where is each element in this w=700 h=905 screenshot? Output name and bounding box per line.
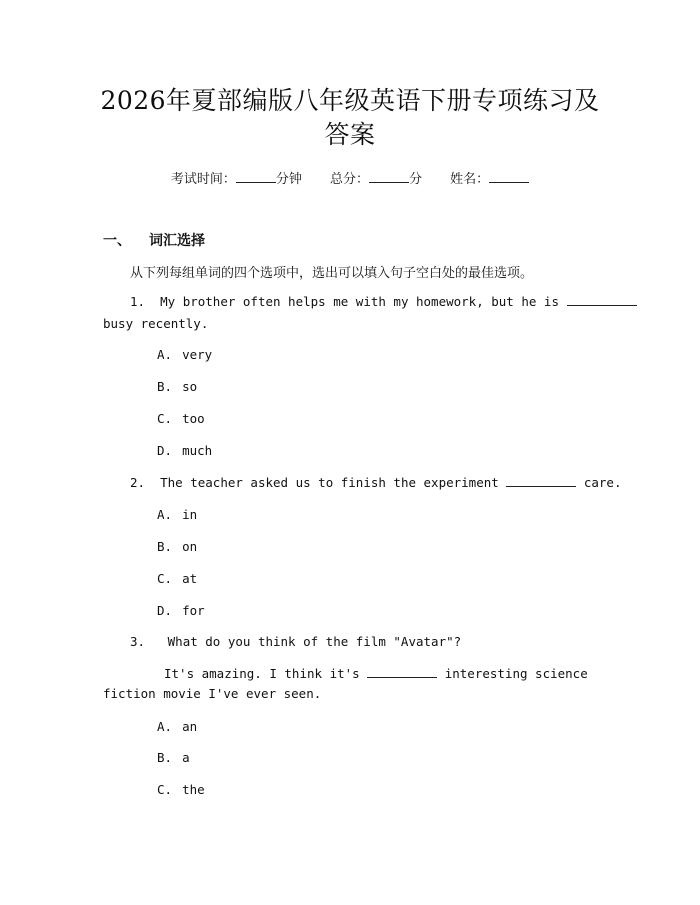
question-1-line-1 bbox=[130, 294, 637, 309]
question-3-text: What do you think of the film "Avatar"? bbox=[167, 634, 462, 649]
question-3-option-c: C. the bbox=[157, 782, 205, 797]
question-2-option-a: A. in bbox=[157, 507, 198, 522]
question-3-reply-text: It's amazing. I think it's bbox=[164, 666, 360, 681]
question-1-number: 1. bbox=[130, 294, 146, 309]
question-2-option-b: B. on bbox=[157, 539, 198, 554]
question-2-line-1 bbox=[130, 475, 621, 490]
question-1-blank bbox=[567, 294, 637, 306]
question-3-option-b: B. a bbox=[157, 750, 190, 765]
section-title: 词汇选择 bbox=[149, 233, 205, 249]
exam-score-field bbox=[330, 172, 422, 187]
question-3-blank bbox=[367, 666, 437, 678]
question-1-text: My brother often helps me with my homework, but he is bbox=[160, 294, 559, 309]
question-3-line-1 bbox=[130, 634, 461, 649]
exam-name-field bbox=[450, 172, 529, 187]
question-1-line-2: busy recently. bbox=[103, 316, 209, 331]
question-1-option-d: D. much bbox=[157, 443, 213, 458]
exam-score-unit: 分 bbox=[409, 172, 423, 187]
section-heading bbox=[103, 230, 205, 250]
question-2-text: The teacher asked us to finish the experiment bbox=[160, 475, 499, 490]
exam-time-field bbox=[171, 172, 302, 187]
question-2-blank bbox=[506, 475, 576, 487]
exam-time-unit: 分钟 bbox=[275, 172, 302, 187]
question-1-option-c: C. too bbox=[157, 411, 205, 426]
section-instruction: 从下列每组单词的四个选项中，选出可以填入句子空白处的最佳选项。 bbox=[130, 266, 534, 281]
question-1-option-a: A. very bbox=[157, 347, 213, 362]
question-2-number: 2. bbox=[130, 475, 146, 490]
question-1-option-b: B. so bbox=[157, 379, 198, 394]
question-2-option-c: C. at bbox=[157, 571, 198, 586]
exam-time-label: 考试时间： bbox=[170, 172, 236, 187]
question-2-option-d: D. for bbox=[157, 603, 205, 618]
exam-score-label: 总分： bbox=[329, 172, 369, 187]
exam-name-blank bbox=[489, 170, 529, 183]
exam-info bbox=[0, 168, 700, 187]
exam-score-blank bbox=[369, 170, 409, 183]
document-title-line-1: 2026年夏部编版八年级英语下册专项练习及 bbox=[100, 86, 600, 115]
section-number: 一、 bbox=[103, 233, 131, 249]
document-title-line-2: 答案 bbox=[324, 120, 376, 149]
question-3-reply-line-1 bbox=[164, 666, 588, 681]
question-3-option-a: A. an bbox=[157, 719, 198, 734]
question-2-text-after: care. bbox=[583, 475, 622, 490]
question-3-number: 3. bbox=[130, 634, 146, 649]
exam-name-label: 姓名： bbox=[450, 172, 490, 187]
exam-time-blank bbox=[236, 170, 276, 183]
question-3-reply-line-2: fiction movie I've ever seen. bbox=[103, 686, 322, 701]
question-3-reply-after: interesting science bbox=[444, 666, 588, 681]
